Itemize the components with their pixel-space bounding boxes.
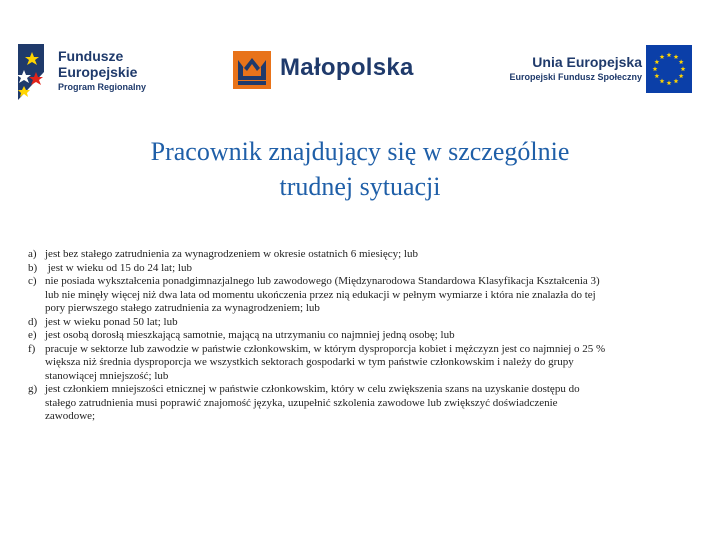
fundusze-europejskie-star-icon bbox=[14, 42, 54, 102]
list-item-line: zawodowe; bbox=[45, 410, 96, 422]
malopolska-crown-icon bbox=[232, 50, 272, 90]
list-item-line: jest osobą dorosłą mieszkającą samotnie, mającą na utrzymaniu co najmniej jedną osobę; lub bbox=[45, 329, 455, 341]
list-item-label: d) bbox=[28, 315, 38, 328]
list-item-line: jest w wieku ponad 50 lat; lub bbox=[45, 315, 178, 328]
list-item-line: jest członkiem mniejszości etnicznej w państwie członkowskim, który w celu zwiększenia szans na uzyskanie dostępu do bbox=[45, 383, 580, 395]
list-item bbox=[28, 262, 708, 276]
list-item-line: pory pierwszego stałego zatrudnienia za wynagrodzeniem; lub bbox=[45, 302, 320, 314]
list-item bbox=[28, 343, 708, 384]
fundusze-europejskie-logo bbox=[14, 42, 174, 102]
list-item-text bbox=[45, 316, 708, 330]
unia-europejska-logo bbox=[474, 42, 694, 102]
list-item-label: g) bbox=[28, 383, 38, 395]
malopolska-logo bbox=[232, 50, 442, 90]
fundusze-line3: Program Regionalny bbox=[58, 82, 147, 92]
malopolska-text: Małopolska bbox=[280, 54, 414, 81]
list-item-text bbox=[45, 275, 708, 316]
criteria-list bbox=[28, 248, 708, 424]
list-item bbox=[28, 248, 708, 262]
list-item-label: b) bbox=[28, 261, 38, 274]
list-item-line: nie posiada wykształcenia ponadgimnazjalnego lub zawodowego (Międzynarodowa Standardowa Klasyfikacja Kształcenia 3) bbox=[45, 275, 600, 287]
eu-flag-icon bbox=[646, 45, 692, 93]
list-item-label: e) bbox=[28, 329, 37, 341]
unia-line1: Unia Europejska bbox=[532, 54, 642, 70]
list-item-label: c) bbox=[28, 275, 37, 287]
list-item bbox=[28, 316, 708, 330]
list-item-text bbox=[45, 248, 708, 262]
list-item-line: jest bez stałego zatrudnienia za wynagrodzeniem w okresie ostatnich 6 miesięcy; lub bbox=[45, 248, 418, 260]
title-line2: trudnej sytuacji bbox=[279, 172, 441, 201]
list-item-line: pracuje w sektorze lub zawodzie w państwie członkowskim, w którym dysproporcja kobiet i mężczyzn jest co najmniej o 25 % bbox=[45, 342, 606, 355]
list-item-line: lub nie minęły więcej niż dwa lata od momentu ukończenia przez nią edukacji w pełnym wymiarze i która nie znalazła do tej bbox=[45, 288, 596, 301]
list-item-line: większa niż średnia dysproporcja we wszystkich sektorach gospodarki w tym państwie członkowskim i należy do grupy bbox=[45, 356, 574, 368]
title-line1: Pracownik znajdujący się w szczególnie bbox=[150, 137, 570, 166]
page-title bbox=[0, 134, 720, 204]
list-item-line: jest w wieku od 15 do 24 lat; lub bbox=[45, 261, 192, 274]
list-item bbox=[28, 329, 708, 343]
list-item-label: a) bbox=[28, 248, 37, 260]
list-item bbox=[28, 275, 708, 316]
fundusze-line2: Europejskie bbox=[58, 64, 138, 80]
unia-line2: Europejski Fundusz Społeczny bbox=[509, 72, 642, 82]
fundusze-line1: Fundusze bbox=[58, 48, 124, 64]
list-item-label: f) bbox=[28, 342, 36, 355]
list-item bbox=[28, 383, 708, 424]
list-item-text bbox=[45, 329, 708, 343]
list-item-text bbox=[45, 343, 708, 384]
logo-bar bbox=[0, 38, 720, 108]
list-item-text bbox=[45, 383, 708, 424]
list-item-line: stałego zatrudnienia musi poprawić znajomość języka, uzupełnić szkolenia zawodowe lub zwiększyć doświadczenie bbox=[45, 396, 558, 409]
list-item-line: stanowiącej mniejszość; lub bbox=[45, 369, 169, 382]
list-item-text bbox=[45, 262, 708, 276]
